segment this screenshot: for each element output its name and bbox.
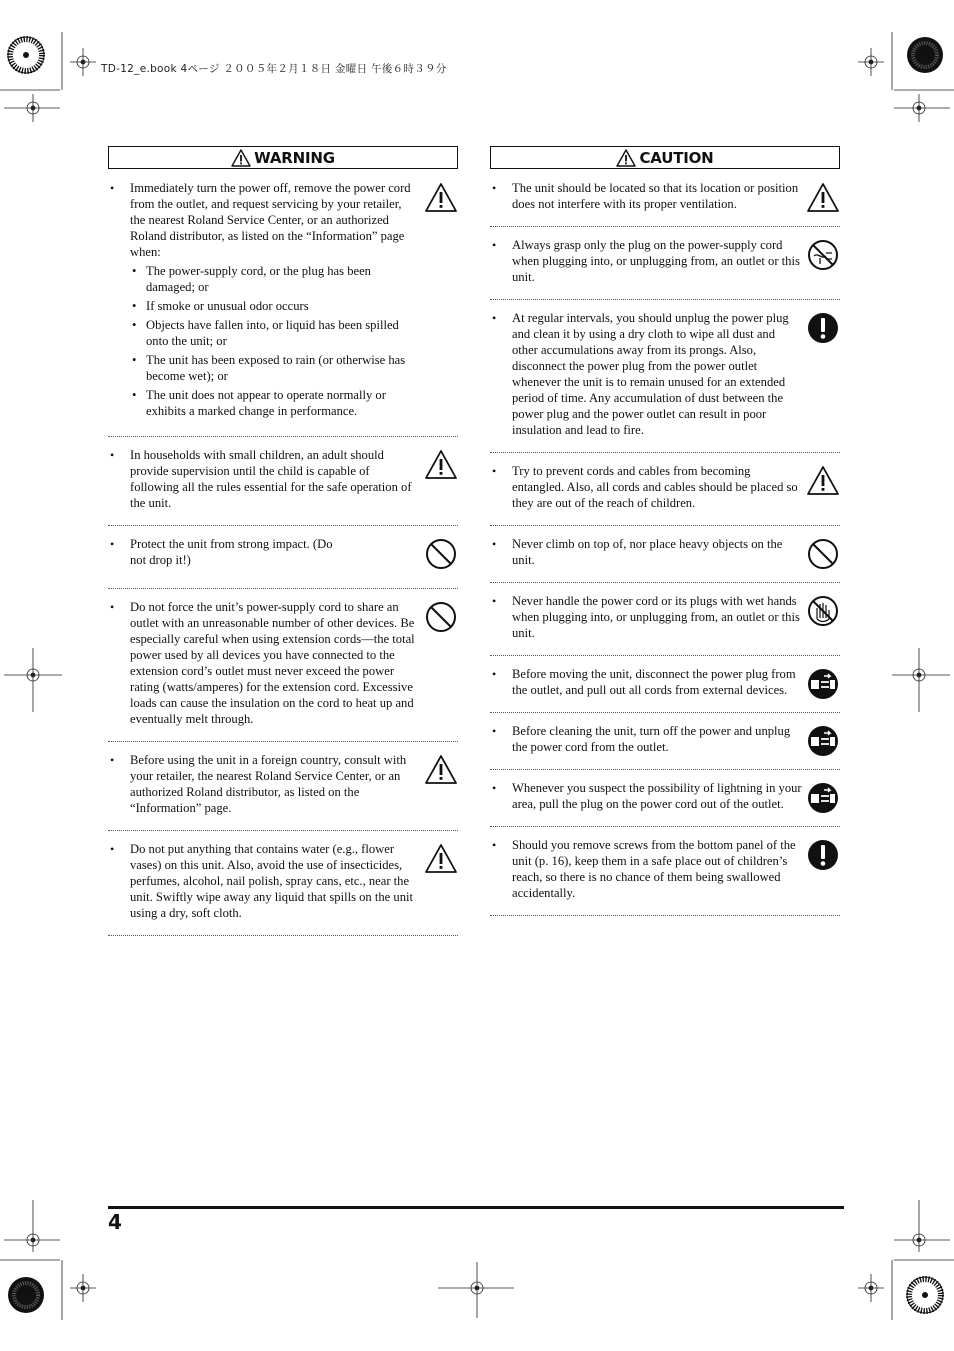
warning-triangle-icon (806, 181, 840, 215)
condition-item: • If smoke or unusual odor occurs (132, 299, 309, 313)
list-item: • Never handle the power cord or its plugs with wet hands when plugging into, or unplugging from, an outlet or this unit. (490, 588, 840, 656)
entry-text: Whenever you suspect the possibility of lightning in your area, pull the plug on the power cord out of the outlet. (512, 781, 802, 811)
prohibited-icon (424, 600, 458, 634)
warning-section (108, 146, 458, 941)
entry-text: Do not put anything that contains water (e.g., flower vases) on this unit. Also, avoid the use of insecticides, perfumes, alcohol, nail polish, spray cans, etc., near the unit. Swiftly wipe away any liquid that spills on the unit using a dry, soft cloth. (130, 842, 413, 920)
list-item: • In households with small children, an adult should provide supervision until the child is capable of following all the rules essential for the safe operation of the unit. (108, 442, 458, 526)
prohibited-icon (806, 537, 840, 571)
condition-list (130, 263, 420, 419)
condition-item: • The unit has been exposed to rain (or otherwise has become wet); or (132, 353, 406, 383)
list-item: • Before using the unit in a foreign country, consult with your retailer, the nearest Roland Service Center, or an authorized Roland distributor, as listed on the “Information” page. (108, 747, 458, 831)
list-item: • Immediately turn the power off, remove the power cord from the outlet, and request servicing by your retailer, the nearest Roland Service Center, or an authorized Roland distributor, as listed on the “Information” page when: • The power-supply cord, or the plug has been damaged; or • If smoke or unusual odor occurs • Objects have fallen into, or liquid has been spilled onto the unit; or • The unit has been exposed to rain (or otherwise has become wet); or • The unit does not appear to operate normally or exhibits a marked change in performance. (108, 175, 458, 437)
unplug-icon (806, 724, 840, 758)
entry-text: Protect the unit from strong impact. (Do not drop it!) (130, 537, 333, 567)
condition-item: • The unit does not appear to operate normally or exhibits a marked change in performance. (132, 388, 386, 418)
entry-text: Before using the unit in a foreign country, consult with your retailer, the nearest Roland Service Center, or an authorized Roland distributor, as listed on the “Information” page. (130, 753, 407, 815)
warning-header (108, 146, 458, 169)
entry-text: Try to prevent cords and cables from becoming entangled. Also, all cords and cables should be placed so they are out of the reach of children. (512, 464, 798, 510)
caution-section (490, 146, 840, 921)
entry-text: Do not force the unit’s power-supply cord to share an outlet with an unreasonable number of other devices. Be especially careful when using extension cords—the total power used by all devices you have connected to the extension cord’s outlet must never exceed the power rating (watts/amperes) for the extension cord. Excessive loads can cause the insulation on the cord to heat up and eventually melt through. (130, 600, 415, 726)
list-item: • Never climb on top of, nor place heavy objects on the unit. (490, 531, 840, 583)
list-item: • Do not put anything that contains water (e.g., flower vases) on this unit. Also, avoid the use of insecticides, perfumes, alcohol, nail polish, spray cans, etc., near the unit. Swiftly wipe away any liquid that spills on the unit using a dry, soft cloth. (108, 836, 458, 936)
entry-text: Immediately turn the power off, remove the power cord from the outlet, and request servicing by your retailer, the nearest Roland Service Center, or an authorized Roland distributor, as listed on the “Information” page when: (130, 181, 411, 259)
caution-header (490, 146, 840, 169)
list-item: • Protect the unit from strong impact. (Do not drop it!) (108, 531, 458, 589)
list-item: • Always grasp only the plug on the power-supply cord when plugging into, or unplugging from, an outlet or this unit. (490, 232, 840, 300)
caution-title: CAUTION (639, 148, 714, 167)
warning-triangle-icon (424, 448, 458, 482)
print-header: TD-12_e.book 4ページ ２００５年２月１８日 金曜日 午後６時３９分 (101, 63, 447, 75)
entry-text: Never handle the power cord or its plugs with wet hands when plugging into, or unplugging from, an outlet or this unit. (512, 594, 800, 640)
page-number: 4 (108, 1210, 122, 1234)
list-item: • Do not force the unit’s power-supply cord to share an outlet with an unreasonable number of other devices. Be especially careful when using extension cords—the total power used by all devices you have connected to the extension cord’s outlet must never exceed the power rating (watts/amperes) for the extension cord. Excessive loads can cause the insulation on the cord to heat up and eventually melt through. (108, 594, 458, 742)
warning-triangle-icon (424, 181, 458, 215)
warning-triangle-icon (424, 753, 458, 787)
no-pull-cord-icon (806, 238, 840, 272)
entry-text: Always grasp only the plug on the power-supply cord when plugging into, or unplugging from, an outlet or this unit. (512, 238, 800, 284)
warning-title-icon (231, 149, 251, 167)
unplug-icon (806, 667, 840, 701)
entry-text: Never climb on top of, nor place heavy objects on the unit. (512, 537, 783, 567)
entry-text: Should you remove screws from the bottom panel of the unit (p. 16), keep them in a safe place out of children’s reach, so there is no chance of them being swallowed accidentally. (512, 838, 796, 900)
list-item: • Whenever you suspect the possibility of lightning in your area, pull the plug on the power cord out of the outlet. (490, 775, 840, 827)
entry-text: Before moving the unit, disconnect the power plug from the outlet, and pull out all cords from external devices. (512, 667, 796, 697)
no-wet-hands-icon (806, 594, 840, 628)
entry-text: The unit should be located so that its location or position does not interfere with its proper ventilation. (512, 181, 799, 211)
list-item: • Try to prevent cords and cables from becoming entangled. Also, all cords and cables should be placed so they are out of the reach of children. (490, 458, 840, 526)
prohibited-icon (424, 537, 458, 571)
entry-text: At regular intervals, you should unplug the power plug and clean it by using a dry cloth to wipe all dust and other accumulations away from its prongs. Also, disconnect the power plug from the power outlet whenever the unit is to remain unused for an extended period of time. Any accumulation of dust between the power plug and the power outlet can result in poor insulation and lead to fire. (512, 311, 789, 437)
condition-item: • Objects have fallen into, or liquid has been spilled onto the unit; or (132, 318, 399, 348)
list-item: • Before cleaning the unit, turn off the power and unplug the power cord from the outlet. (490, 718, 840, 770)
list-item: • Should you remove screws from the bottom panel of the unit (p. 16), keep them in a safe place out of children’s reach, so there is no chance of them being swallowed accidentally. (490, 832, 840, 916)
caution-title-icon (616, 149, 636, 167)
condition-item: • The power-supply cord, or the plug has been damaged; or (132, 264, 371, 294)
unplug-icon (806, 781, 840, 815)
mandatory-action-icon (806, 311, 840, 345)
entry-text: Before cleaning the unit, turn off the power and unplug the power cord from the outlet. (512, 724, 791, 754)
warning-triangle-icon (424, 842, 458, 876)
list-item: • The unit should be located so that its location or position does not interfere with its proper ventilation. (490, 175, 840, 227)
footer-rule (108, 1206, 844, 1209)
mandatory-action-icon (806, 838, 840, 872)
warning-triangle-icon (806, 464, 840, 498)
list-item: • At regular intervals, you should unplug the power plug and clean it by using a dry cloth to wipe all dust and other accumulations away from its prongs. Also, disconnect the power plug from the power outlet whenever the unit is to remain unused for an extended period of time. Any accumulation of dust between the power plug and the power outlet can result in poor insulation and lead to fire. (490, 305, 840, 453)
entry-text: In households with small children, an adult should provide supervision until the child is capable of following all the rules essential for the safe operation of the unit. (130, 448, 412, 510)
warning-title: WARNING (254, 148, 335, 167)
list-item: • Before moving the unit, disconnect the power plug from the outlet, and pull out all cords from external devices. (490, 661, 840, 713)
